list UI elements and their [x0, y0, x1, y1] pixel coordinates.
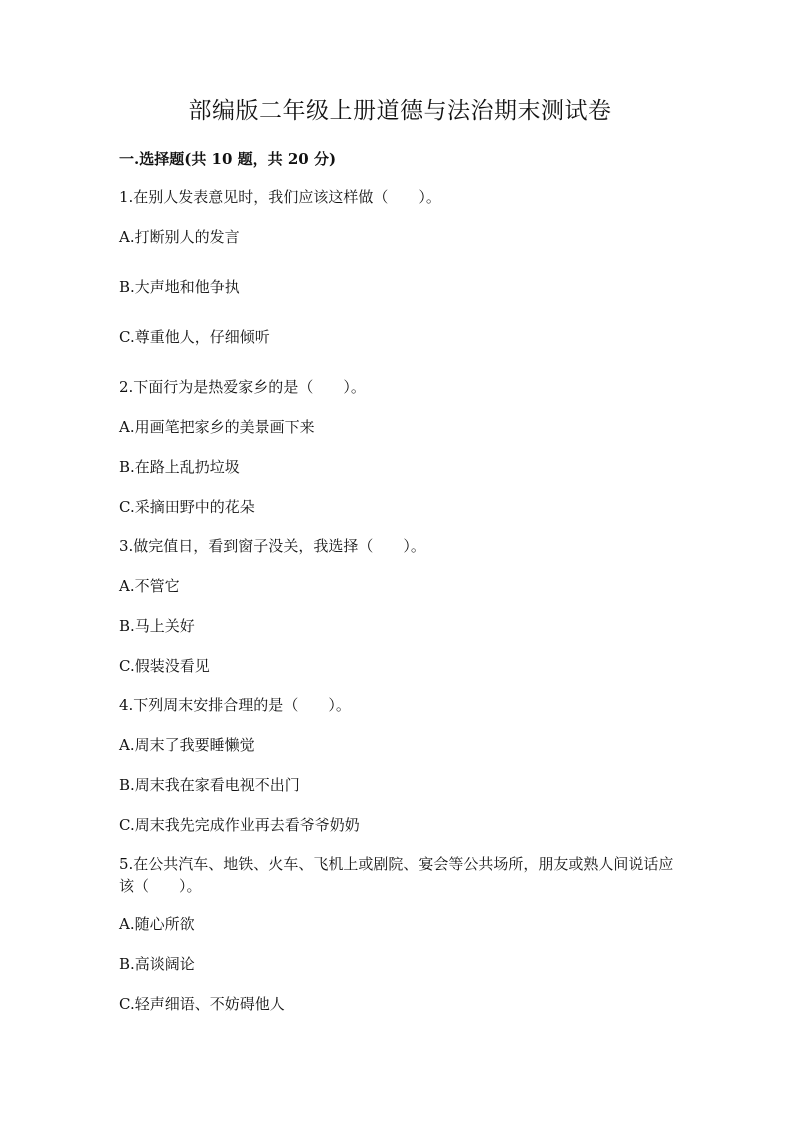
question-4-option-b: B.周末我在家看电视不出门 — [119, 776, 300, 794]
question-2-option-c: C.采摘田野中的花朵 — [119, 498, 255, 516]
question-1-option-c: C.尊重他人，仔细倾听 — [119, 328, 270, 346]
question-2-option-b: B.在路上乱扔垃圾 — [119, 458, 240, 476]
question-4-option-c: C.周末我先完成作业再去看爷爷奶奶 — [119, 816, 360, 834]
section-heading: 一.选择题(共 10 题，共 20 分) — [119, 150, 337, 168]
question-3-option-b: B.马上关好 — [119, 617, 195, 635]
question-4-stem: 4.下列周末安排合理的是（ ）。 — [119, 696, 351, 714]
question-2-option-a: A.用画笔把家乡的美景画下来 — [119, 418, 315, 436]
question-5-option-b: B.高谈阔论 — [119, 955, 195, 973]
question-2-stem: 2.下面行为是热爱家乡的是（ ）。 — [119, 378, 366, 396]
question-3-option-a: A.不管它 — [119, 577, 180, 595]
question-5-stem: 5.在公共汽车、地铁、火车、飞机上或剧院、宴会等公共场所，朋友或熟人间说话应该（ ）。 — [119, 855, 674, 895]
question-5-option-a: A.随心所欲 — [119, 915, 195, 933]
question-1-stem: 1.在别人发表意见时，我们应该这样做（ ）。 — [119, 188, 441, 206]
question-1-option-b: B.大声地和他争执 — [119, 278, 240, 296]
question-4-option-a: A.周末了我要睡懒觉 — [119, 736, 255, 754]
page-title: 部编版二年级上册道德与法治期末测试卷 — [188, 98, 612, 124]
question-5-option-c: C.轻声细语、不妨碍他人 — [119, 995, 285, 1013]
question-1-option-a: A.打断别人的发言 — [119, 228, 240, 246]
question-3-stem: 3.做完值日，看到窗子没关，我选择（ ）。 — [119, 537, 426, 555]
question-3-option-c: C.假装没看见 — [119, 657, 210, 675]
